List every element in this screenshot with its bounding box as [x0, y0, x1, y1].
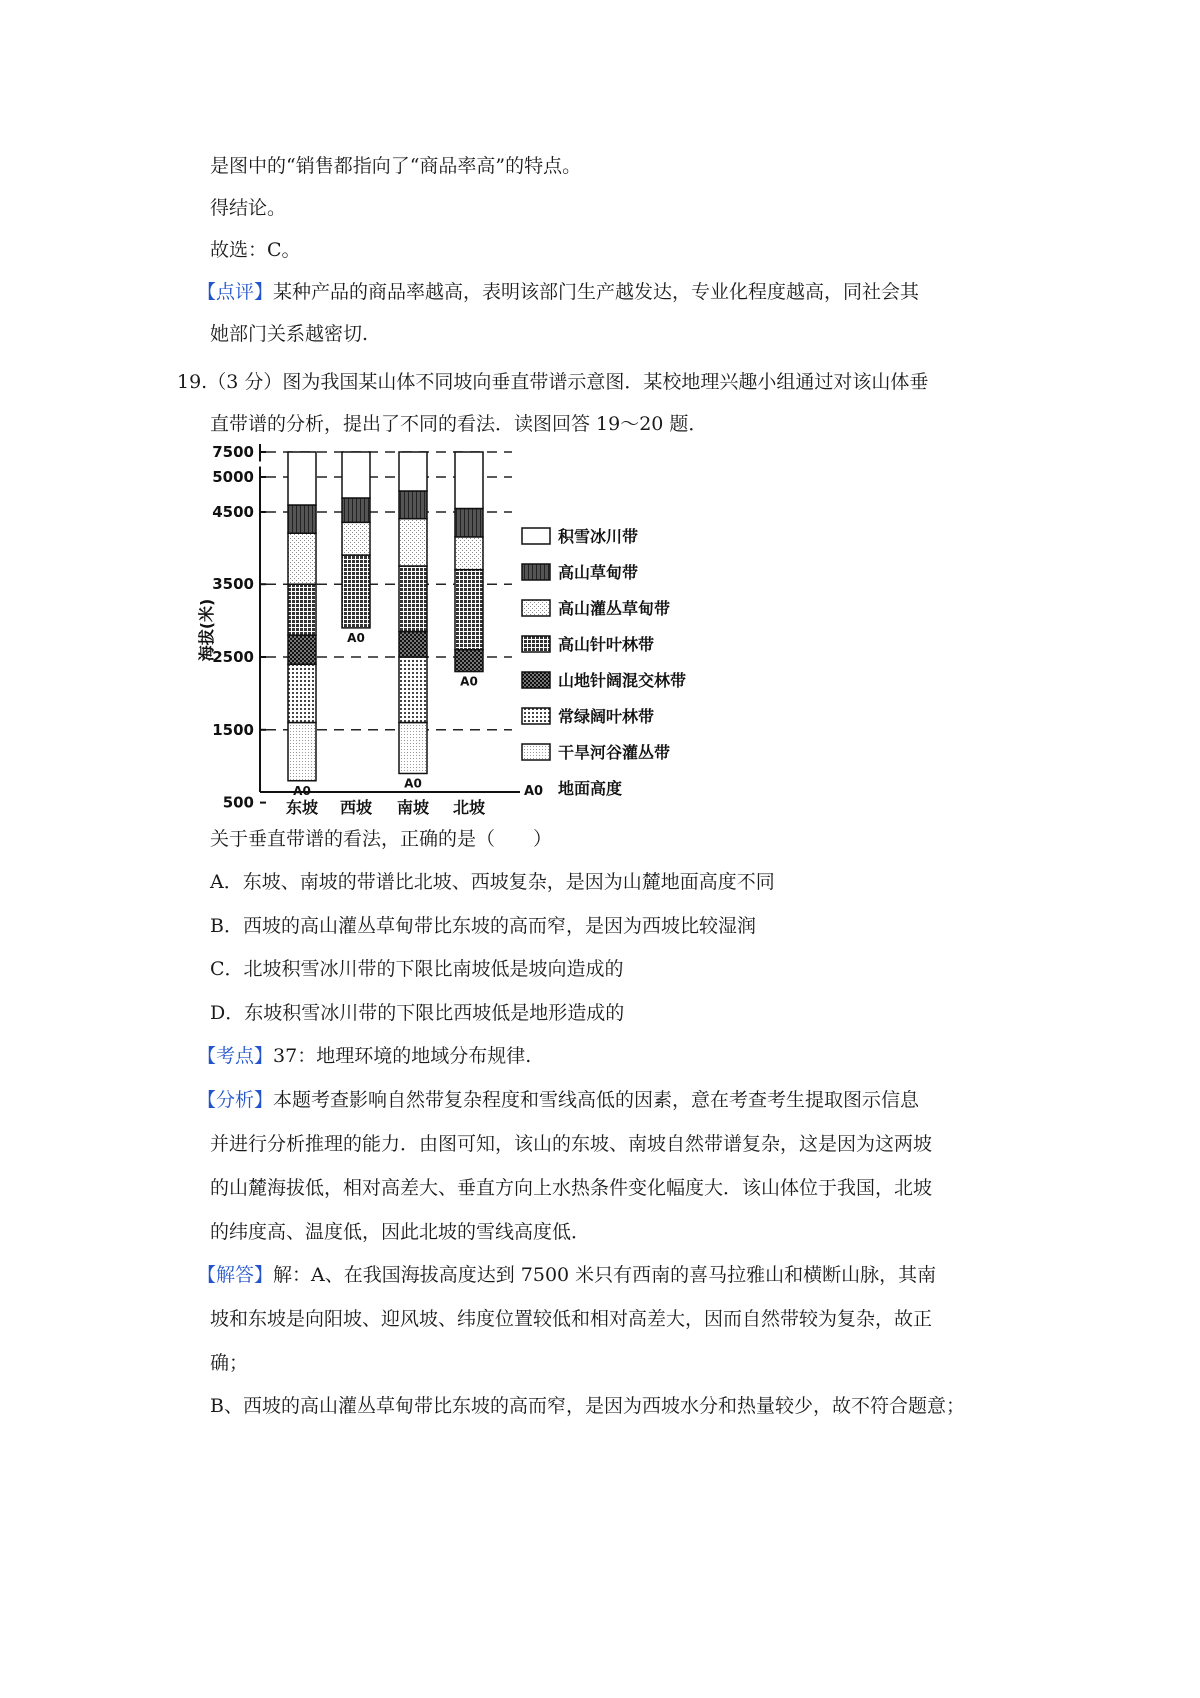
bar-segment-conifer — [455, 570, 483, 650]
legend-item-dry — [522, 743, 670, 762]
option-b: B．西坡的高山灌丛草甸带比东坡的高而窄，是因为西坡比较湿润 — [210, 915, 756, 937]
legend-swatch — [522, 636, 550, 652]
kaodian-text: 37：地理环境的地域分布规律. — [273, 1045, 532, 1067]
bar-segment-conifer — [288, 584, 316, 635]
bar-segment-meadow — [288, 505, 316, 533]
legend-item-mixed — [522, 671, 686, 690]
bar-segment-dry — [288, 723, 316, 781]
x-category-label: 北坡 — [452, 798, 486, 817]
legend-label: 常绿阔叶林带 — [558, 707, 655, 726]
bar-3 — [397, 452, 430, 817]
legend-label: 高山针叶林带 — [558, 635, 655, 654]
x-category-label: 西坡 — [339, 798, 373, 817]
jieda-paragraph — [197, 1266, 936, 1285]
legend-a0-prefix: A0 — [524, 784, 544, 799]
jieda-text: 解：A、在我国海拔高度达到 7500 米只有西南的喜马拉雅山和横断山脉，其南 — [273, 1264, 937, 1286]
legend-swatch — [522, 744, 550, 760]
legend-item-conifer — [522, 635, 654, 654]
bar-segment-conifer — [399, 566, 427, 632]
bar-segment-snow — [288, 452, 316, 505]
bar-segment-meadow — [455, 509, 483, 537]
bar-4 — [453, 452, 486, 817]
fenxi-paragraph — [197, 1091, 919, 1110]
option-d: D．东坡积雪冰川带的下限比西坡低是地形造成的 — [210, 1002, 625, 1024]
legend-swatch — [522, 708, 550, 724]
legend-swatch — [522, 672, 550, 688]
y-tick-label: 4500 — [212, 503, 254, 521]
text-line: 故选：C。 — [210, 239, 301, 261]
text-line: 并进行分析推理的能力．由图可知，该山的东坡、南坡自然带谱复杂，这是因为这两坡 — [210, 1133, 933, 1155]
question-title: 19.（3 分）图为我国某山体不同坡向垂直带谱示意图．某校地理兴趣小组通过对该山体垂 — [177, 371, 929, 393]
option-a: A．东坡、南坡的带谱比北坡、西坡复杂，是因为山麓地面高度不同 — [210, 871, 775, 893]
fenxi-tag: 【分析】 — [197, 1089, 274, 1111]
bar-segment-shrub — [399, 519, 427, 566]
bar-segment-conifer — [342, 555, 370, 628]
text-line: 的山麓海拔低，相对高差大、垂直方向上水热条件变化幅度大．该山体位于我国，北坡 — [210, 1177, 933, 1199]
y-tick-label: 2500 — [212, 648, 254, 666]
bar-segment-mixed — [288, 635, 316, 664]
legend-swatch — [522, 600, 550, 616]
legend-item-meadow — [522, 563, 638, 582]
bar-segment-shrub — [455, 537, 483, 570]
option-c: C．北坡积雪冰川带的下限比南坡低是坡向造成的 — [210, 958, 624, 980]
legend-label: 地面高度 — [558, 779, 623, 798]
base-label: A0 — [347, 630, 365, 645]
fenxi-text: 本题考查影响自然带复杂程度和雪线高低的因素，意在考查考生提取图示信息 — [273, 1089, 920, 1111]
bar-2 — [340, 452, 373, 817]
x-category-label: 东坡 — [285, 798, 319, 817]
legend-item-snow — [522, 527, 638, 546]
bar-segment-shrub — [342, 522, 370, 555]
bar-segment-meadow — [342, 498, 370, 522]
bar-segment-shrub — [288, 533, 316, 584]
base-label: A0 — [460, 674, 478, 689]
y-axis-label: 海拔(米) — [197, 598, 216, 662]
legend-label: 高山灌丛草甸带 — [558, 599, 671, 618]
bar-segment-dry — [399, 723, 427, 774]
comment-paragraph — [197, 283, 919, 302]
y-tick-label: 3500 — [212, 575, 254, 594]
y-tick-label: 1500 — [212, 720, 254, 739]
question-title-cont: 直带谱的分析，提出了不同的看法．读图回答 19～20 题． — [210, 413, 708, 435]
legend-label: 山地针阔混交林带 — [558, 671, 687, 690]
kaodian-paragraph — [197, 1047, 531, 1066]
jieda-tag: 【解答】 — [197, 1264, 274, 1286]
comment-tag: 【点评】 — [197, 281, 274, 303]
legend-swatch — [522, 528, 550, 544]
bar-segment-snow — [399, 452, 427, 491]
bar-segment-mixed — [399, 632, 427, 657]
legend-item-evergreen — [522, 707, 654, 726]
y-tick-label: 500 — [222, 793, 254, 812]
text-line: 得结论。 — [210, 197, 287, 219]
legend-swatch — [522, 564, 550, 580]
bar-segment-evergreen — [288, 664, 316, 722]
x-category-label: 南坡 — [396, 798, 430, 817]
question-stem: 关于垂直带谱的看法，正确的是（ ） — [210, 828, 553, 850]
chart-bars — [286, 452, 486, 817]
legend-item-shrub — [522, 599, 670, 618]
bar-segment-snow — [342, 452, 370, 498]
bar-segment-evergreen — [399, 657, 427, 723]
legend-label: 干旱河谷灌丛带 — [558, 743, 671, 762]
kaodian-tag: 【考点】 — [197, 1045, 274, 1067]
text-line: 她部门关系越密切. — [210, 323, 369, 345]
legend-item-a0 — [524, 779, 622, 799]
chart-legend — [522, 527, 686, 799]
y-tick-label: 5000 — [212, 468, 254, 486]
bar-segment-mixed — [455, 650, 483, 672]
legend-label: 积雪冰川带 — [558, 527, 639, 546]
base-label: A0 — [404, 776, 422, 791]
legend-label: 高山草甸带 — [558, 563, 639, 582]
bar-segment-snow — [455, 452, 483, 509]
bar-segment-meadow — [399, 491, 427, 519]
base-label: A0 — [293, 783, 311, 798]
text-line: 的纬度高、温度低，因此北坡的雪线高度低． — [210, 1221, 591, 1243]
text-line: 确； — [210, 1352, 249, 1374]
text-line: B、西坡的高山灌丛草甸带比东坡的高而窄，是因为西坡水分和热量较少，故不符合题意； — [210, 1395, 965, 1417]
vertical-zonation-chart — [197, 440, 760, 825]
bar-1 — [286, 452, 319, 817]
y-tick-label: 7500 — [212, 443, 254, 461]
text-line: 是图中的“销售都指向了“商品率高”的特点。 — [210, 155, 582, 177]
comment-text: 某种产品的商品率越高，表明该部门生产越发达，专业化程度越高，同社会其 — [273, 281, 920, 303]
text-line: 坡和东坡是向阳坡、迎风坡、纬度位置较低和相对高差大，因而自然带较为复杂，故正 — [210, 1308, 933, 1330]
